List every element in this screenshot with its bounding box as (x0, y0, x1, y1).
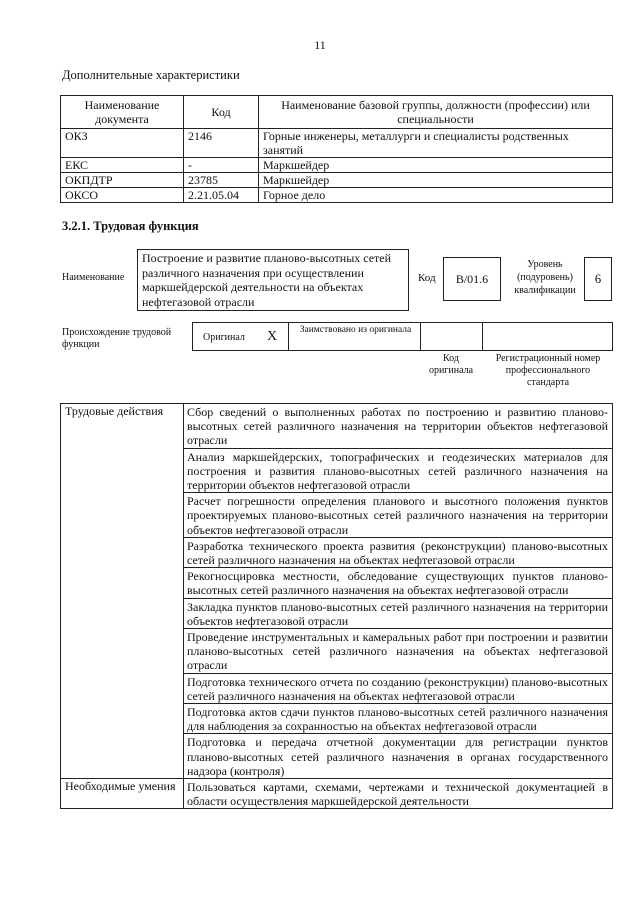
header-document: Наименование документа (61, 96, 184, 129)
original-label: Оригинал (203, 332, 245, 343)
labor-action-item: Подготовка технического отчета по созданию (реконструкции) планово-высотных сетей различного назначения на объектах нефтегазовой отрасли (184, 673, 613, 703)
header-code: Код (184, 96, 259, 129)
table-row (61, 158, 613, 173)
skills-label: Необходимые умения (61, 779, 184, 809)
additional-characteristics-table (60, 95, 613, 203)
table-row (61, 188, 613, 203)
labor-action-item: Подготовка актов сдачи пунктов планово-высотных сетей различного назначения для наблюдения за сохранностью на объектах нефтегазовой отрасли (184, 704, 613, 734)
borrowed-label: Заимствовано из оригинала (299, 325, 412, 335)
labor-action-item: Анализ маркшейдерских, топографических и геодезических материалов для построения и развития планово-высотных сетей различного назначения на территории объектов нефтегазовой отрасли (184, 448, 613, 493)
registration-number-cell (483, 322, 613, 351)
level-box (584, 257, 612, 301)
origin-row (192, 322, 613, 351)
cell-document: ЕКС (61, 158, 184, 173)
code-label: Код (418, 272, 436, 284)
labor-action-item: Подготовка и передача отчетной документации для регистрации пунктов планово-высотных сетей различного назначения в органах государственного надзора (контроля) (184, 734, 613, 779)
cell-code: 2.21.05.04 (184, 188, 259, 203)
cell-document: ОКПДТР (61, 173, 184, 188)
labor-action-item: Закладка пунктов планово-высотных сетей различного назначения на территории объектов нефтегазовой отрасли (184, 598, 613, 628)
cell-document: ОКЗ (61, 129, 184, 158)
labor-action-item: Расчет погрешности определения планового и высотного положения пунктов проектируемых планово-высотных сетей различного назначения на территории объектов нефтегазовой отрасли (184, 493, 613, 538)
header-group-name: Наименование базовой группы, должности (профессии) или специальности (259, 96, 613, 129)
cell-group-name: Маркшейдер (259, 158, 613, 173)
origin-label: Происхождение трудовой функции (62, 327, 172, 350)
registration-number-caption: Регистрационный номер профессионального стандарта (495, 353, 601, 388)
labor-actions-table (60, 403, 613, 809)
name-label: Наименование (62, 272, 125, 283)
labor-function-title: 3.2.1. Трудовая функция (62, 219, 199, 233)
labor-action-item: Сбор сведений о выполненных работах по построению и развитию планово-высотных сетей различного назначения на территории объектов нефтегазовой отрасли (184, 404, 613, 449)
level-label: Уровень (подуровень) квалификации (514, 259, 576, 296)
function-code-box (443, 257, 501, 301)
labor-action-item: Рекогносцировка местности, обследование существующих пунктов планово-высотных сетей различного назначения на объектах нефтегазовой отрасли (184, 568, 613, 598)
cell-code: - (184, 158, 259, 173)
page-number: 11 (314, 38, 326, 52)
level-value: 6 (594, 272, 602, 286)
labor-action-item: Проведение инструментальных и камеральных работ при построении и развитии планово-высотных сетей различного назначения на объектах нефтегазовой отрасли (184, 629, 613, 674)
table-row (61, 404, 613, 449)
table-row (61, 129, 613, 158)
original-code-cell (421, 322, 483, 351)
cell-group-name: Горные инженеры, металлурги и специалисты родственных занятий (259, 129, 613, 158)
code-original-caption: Код оригинала (428, 353, 474, 376)
cell-group-name: Горное дело (259, 188, 613, 203)
original-mark: X (267, 329, 278, 344)
cell-document: ОКСО (61, 188, 184, 203)
labor-action-item: Разработка технического проекта развития (реконструкции) планово-высотных сетей различного назначения на объектах нефтегазовой отрасли (184, 537, 613, 567)
cell-group-name: Маркшейдер (259, 173, 613, 188)
cell-code: 2146 (184, 129, 259, 158)
table-row (61, 173, 613, 188)
function-name-box (137, 249, 409, 311)
cell-code: 23785 (184, 173, 259, 188)
function-name-text: Построение и развитие планово-высотных сетей различного назначения при осуществлении маркшейдерской деятельности на объектах нефтегазовой отрасли (142, 251, 392, 309)
table-header-row (61, 96, 613, 129)
original-cell (192, 322, 288, 351)
borrowed-cell (288, 322, 421, 351)
additional-characteristics-title: Дополнительные характеристики (62, 68, 240, 82)
function-code-text: B/01.6 (455, 272, 489, 286)
skill-item: Пользоваться картами, схемами, чертежами и технической документацией в области осуществления маркшейдерской деятельности (184, 779, 613, 809)
table-row (61, 779, 613, 809)
labor-actions-label: Трудовые действия (61, 404, 184, 779)
